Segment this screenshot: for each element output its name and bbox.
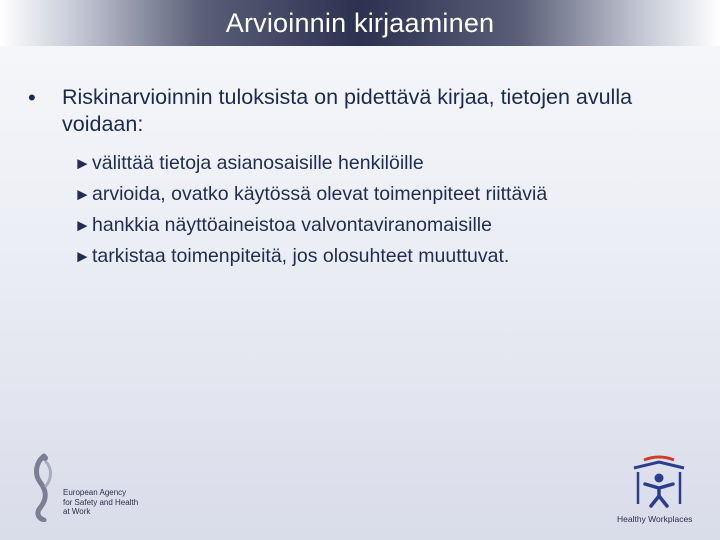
title-bar — [0, 0, 720, 46]
main-bullet — [28, 84, 698, 138]
triangle-bullet-icon: ► — [74, 216, 91, 235]
sub-list — [74, 148, 698, 272]
healthy-workplaces-text: Healthy Workplaces — [617, 514, 693, 524]
sub-item-text: arvioida, ovatko käytössä olevat toimenpiteet riittäviä — [92, 183, 548, 205]
sub-item — [74, 148, 698, 179]
triangle-bullet-icon: ► — [74, 185, 91, 204]
triangle-bullet-icon: ► — [74, 247, 91, 266]
sub-item — [74, 210, 698, 241]
slide-title: Arvioinnin kirjaaminen — [225, 8, 495, 38]
healthy-workplaces-logo — [614, 452, 704, 527]
sub-item — [74, 241, 698, 272]
slide-content — [28, 84, 698, 272]
eu-osha-logo — [26, 452, 166, 527]
sub-item-text: hankkia näyttöaineistoa valvontaviranomaisille — [92, 214, 492, 236]
healthy-workplaces-figure-icon — [614, 452, 704, 514]
eu-osha-figure-icon — [26, 452, 62, 522]
sub-item-text: välittää tietoja asianosaisille henkilöille — [92, 152, 424, 174]
sub-item — [74, 179, 698, 210]
triangle-bullet-icon: ► — [74, 154, 91, 173]
eu-agency-text: European Agency for Safety and Health at Work — [63, 488, 139, 516]
sub-item-text: tarkistaa toimenpiteitä, jos olosuhteet muuttuvat. — [92, 245, 510, 267]
main-bullet-text: Riskinarvioinnin tuloksista on pidettävä kirjaa, tietojen avulla voidaan: — [62, 85, 633, 136]
bullet-dot-icon: • — [28, 85, 36, 110]
